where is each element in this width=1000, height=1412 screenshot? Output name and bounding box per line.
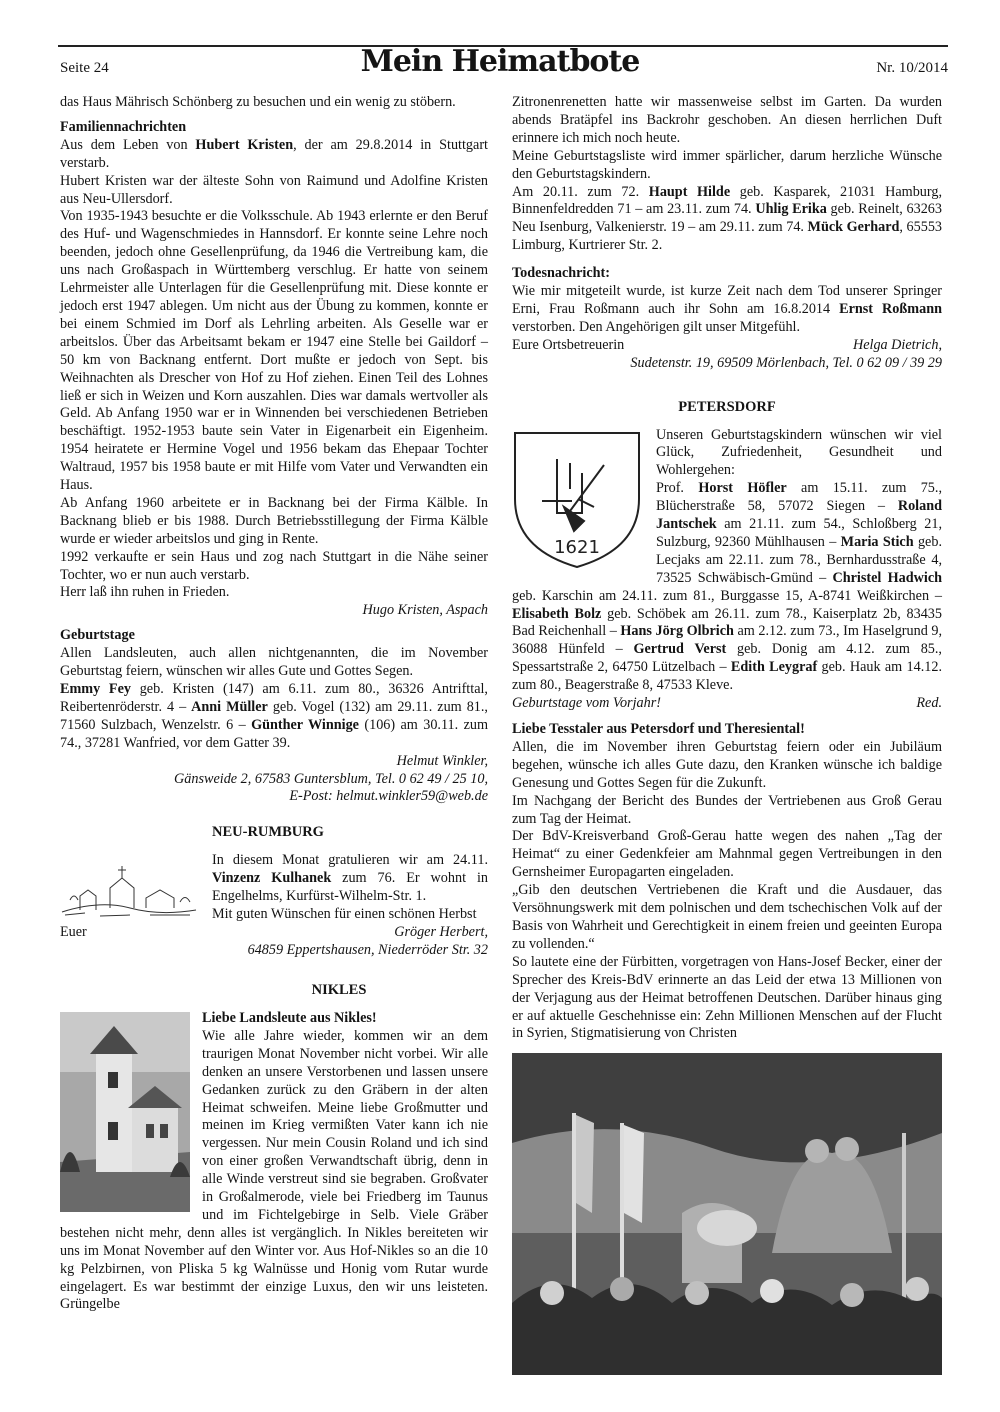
neu-rumburg-wishes: Mit guten Wünschen für einen schönen Herbst: [212, 905, 477, 922]
nikles-birthday-list: Am 20.11. zum 72. Haupt Hilde geb. Kasparek, 21031 Hamburg, Binnenfeldredden 71 – am 23.11. zum 74. Uhlig Erika geb. Reinelt, 63263 Neu Isenburg, Valkenierstr. 19 – am 29.11. zum 74. Mück Gerhard, 65553 Limburg, Kurtrierer Str. 2.: [512, 183, 942, 254]
petersdorf-crest-image: [512, 429, 642, 571]
neu-rumburg-text: In diesem Monat gratulieren wir am 24.11. Vinzenz Kulhanek zum 76. Er wohnt in Engelhelms, Kurfürst-Wilhelm-Str. 1.: [212, 852, 488, 905]
nikles-continued: Zitronenrenetten hatte wir massenweise selbst im Garten. Da wurden abends Bratäpfel ins Backrohr geschoben. An diesen herrlichen Duft erinnere ich mich noch heute.: [512, 94, 942, 146]
birthdays-address: Gänsweide 2, 67583 Guntersblum, Tel. 0 62 49 / 25 10,: [174, 770, 488, 787]
death-notice-heading: Todesnachricht:: [512, 265, 611, 282]
death-notice-signature: Helga Dietrich,: [852, 336, 942, 353]
neu-rumburg-address: 64859 Eppertshausen, Niederröder Str. 32: [247, 942, 488, 959]
page-number: Seite 24: [60, 60, 109, 76]
nikles-heading: NIKLES: [311, 982, 367, 999]
death-notice-closing: Eure Ortsbetreuerin: [512, 336, 625, 353]
petersdorf-heading: PETERSDORF: [678, 398, 776, 415]
family-news-heading: Familiennachrichten: [60, 118, 187, 135]
memorial-ceremony-photo: [512, 1053, 942, 1375]
family-news-lead: Aus dem Leben von Hubert Kristen, der am 29.8.2014 in Stuttgart verstarb.: [60, 136, 488, 171]
nikles-birthday-intro: Meine Geburtstagsliste wird immer spärlicher, darum herzliche Wünsche den Geburtstagskindern.: [512, 147, 942, 182]
family-news-paragraph: Hubert Kristen war der älteste Sohn von Raimund und Adolfine Kristen aus Neu-Ullersdorf.: [60, 172, 488, 207]
right-column: [512, 94, 942, 1375]
left-column: [60, 94, 488, 1314]
village-sketch-image: [60, 860, 198, 920]
death-notice-text: Wie mir mitgeteilt wurde, ist kurze Zeit nach dem Tod unserer Springer Erni, Frau Roßmann auch ihr Sohn am 16.8.2014 Ernst Roßmann verstorben. Den Angehörigen gilt unser Mitgefühl.: [512, 283, 942, 335]
neu-rumburg-heading: NEU-RUMBURG: [212, 824, 324, 841]
birthdays-signature: Helmut Winkler,: [396, 752, 488, 769]
petersdorf-birthday-list: Prof. Horst Höfler am 15.11. zum 75., Blücherstraße 58, 57072 Siegen – Roland Jantschek am 21.11. zum 54., Schloßberg 21, Sulzburg, 92360 Mühlhausen – Maria Stich geb. Lecjaks am 22.11. zum 78., Bernhardusstraße 4, 73525 Schwäbisch-Gmünd – Christel Hadwich geb. Karschin am 24.11. zum 81., Burggasse 15, A-8741 Weißkirchen – Elisabeth Bolz geb. Schöbek am 26.11. zum 78., Kaiserplatz 2b, 83435 Bad Reichenhall – Hans Jörg Olbrich am 2.12. zum 73., Im Haselgrund 9, 36088 Hünfeld – Gertrud Verst geb. Donig am 4.12. zum 85., Spessartstraße 2, 64750 Lützelbach – Edith Leygraf geb. Hauk am 14.12. zum 80., Beagerstraße 8, 47533 Kleve.: [512, 480, 943, 694]
crest-year: 1621: [554, 536, 600, 558]
neu-rumburg-section: [60, 824, 488, 842]
nikles-subheading: Liebe Landsleute aus Nikles!: [202, 1009, 377, 1026]
intro-text: das Haus Mährisch Schönberg zu besuchen und ein wenig zu stöbern.: [60, 94, 456, 110]
family-news-paragraph: Herr laß ihn ruhen in Frieden.: [60, 584, 230, 601]
petersdorf-signature: Red.: [916, 695, 942, 712]
family-news-signature: Hugo Kristen, Aspach: [362, 602, 488, 619]
birthdays-heading: Geburtstage: [60, 627, 135, 644]
tesstal-paragraph: „Gib den deutschen Vertriebenen die Kraft und die Ausdauer, das Versöhnungswerk mit dem polnischen und dem tschechischen Volk auf der Basis von Wahrheit und Gerechtigkeit in einem freien und geeinten Europa zu vollenden.“: [512, 882, 942, 952]
family-news-paragraph: 1992 verkaufte er sein Haus und zog nach Stuttgart in die Nähe seiner Tochter, wo er nun auch verstarb.: [60, 548, 488, 583]
tesstal-paragraph: Allen, die im November ihren Geburtstag feiern oder ein Jubiläum begehen, wünsche ich alles Gute dazu, den Kranken wünsche ich baldige Genesung und Gottes Segen für die Zukunft.: [512, 738, 942, 791]
petersdorf-intro: Unseren Geburtstagskindern wünschen wir viel Glück, Zufriedenheit, Gesundheit und Wohlergehen:: [656, 426, 942, 479]
family-news-paragraph: Von 1935-1943 besuchte er die Volksschule. Ab 1943 erlernte er den Beruf des Huf- und Wagenschmiedes in Hannsdorf. Er konnte seine Lehre noch beenden, jedoch ohne Gesellenprüfung, da 1946 die Vertreibung kam, die uns nach Großaspach in Württemberg verschlug. Er hatte von seinem Lehrmeister alle Unterlagen für die Gesellenprüfung mit. Diese konnte er jedoch erst 1947 ablegen. Um nicht aus der Übung zu kommen, konnte er bei einem Schmied im Dorf als Lehrling arbeiten. Als Geselle war er arbeitslos. Über das Arbeitsamt bekam er 1947 eine Stelle bei Gaildorf – 50 km von Backnang entfernt. Dort mußte er jedoch von Sept. bis Weihnachten als Drescher von Hof zu Hof ziehen. Einen Teil des Lohnes ließ er sich in Weizen und Korn auszahlen. Dies war damals wertvoller als Geld. Ab Anfang 1950 war er in Winnenden bei verschiedenen Betrieben beschäftigt. 1952-1953 baute sein Vater in Eigenarbeit ein Eigenheim. 1954 heiratete er Hermine Vogel und 1956 bekam das Ehepaar Tochter Waltraud, 1957 bis 1958 baute er mit Hilfe vom Vater und Verwandten ein Haus.: [60, 208, 488, 494]
neu-rumburg-greeting: Euer: [60, 924, 87, 941]
tesstal-paragraph: So lautete eine der Fürbitten, vorgetragen von Hans-Josef Becker, einer der Sprecher des Kreis-BdV erinnerte an das Leid der etwa 13 Millionen von der Verjagung aus der Heimat betroffenen Deutschen. Darüber hinaus ging er auf aktuelle Geschehnisse ein: Zehn Millionen Menschen auf der Flucht in Syrien, Stigmatisierung von Christen: [512, 953, 942, 1042]
tesstal-paragraph: Im Nachgang der Bericht des Bundes der Vertriebenen aus Groß Gerau zum Tag der Heimat.: [512, 792, 942, 827]
church-photo: [60, 1012, 190, 1212]
neu-rumburg-signature: Gröger Herbert,: [394, 924, 488, 941]
tesstal-heading: Liebe Tesstaler aus Petersdorf und Theresiental!: [512, 721, 805, 737]
petersdorf-note: Geburtstage vom Vorjahr!: [512, 695, 661, 712]
birthdays-intro: Allen Landsleuten, auch allen nichtgenannten, die im November Geburtstag feiern, wünschen wir alles Gute und Gottes Segen.: [60, 645, 488, 680]
death-notice-address: Sudetenstr. 19, 69509 Mörlenbach, Tel. 0 62 09 / 39 29: [630, 354, 942, 371]
tesstal-paragraph: Der BdV-Kreisverband Groß-Gerau hatte wegen des nahen „Tag der Heimat“ zu einer Gedenkfeier am Mahnmal gegen Vertreibungen in den Gernsheimer Europagarten eingeladen.: [512, 828, 942, 881]
family-news-paragraph: Ab Anfang 1960 arbeitete er in Backnang bei der Firma Kälble. In Backnang blieb er bis 1988. Durch Betriebsstillegung der Firma Kälble wurde er wieder arbeitslos und ging in Rente.: [60, 494, 488, 547]
issue-number: Nr. 10/2014: [876, 60, 948, 76]
masthead-title: Mein Heimatbote: [360, 44, 640, 79]
birthdays-email: E-Post: helmut.winkler59@web.de: [289, 788, 488, 805]
deceased-name: Hubert Kristen: [195, 136, 294, 153]
nikles-text: Wie alle Jahre wieder, kommen wir an dem traurigen Monat November nicht vorbei. Wir alle denken an unsere Verstorbenen und lassen unsere Gedanken zurück zu den Gräbern in der alten Heimat schweifen. Meine liebe Großmutter und meinen im Krieg vermißten Vater kann ich nie vergessen. Nur mein Cousin Roland und ich sind von einer großen Verwandtschaft übrig, denn in alle Winde verstreut sind sie begraben. Großvater in Großalmerode, viele bei Friedberg im Taunus und im Fichtelgebirge in Selb. Viele Gräber bestehen nicht mehr, denn alles ist vergänglich. In Nikles bereiteten wir uns im Monat November auf den Winter vor. Aus Hof-Nikles so an die 10 kg Pelzbirnen, von Pliska 5 kg Walnüsse und Honig vom Rutar wurde eingelagert. Es war bestimmt der einzige Luxus, den wir uns leisteten. Grüngelbe: [60, 1027, 488, 1313]
birthdays-list: Emmy Fey geb. Kristen (147) am 6.11. zum 80., 36326 Antrifttal, Reibertenröderstr. 4 – Anni Müller geb. Vogel (132) am 29.11. zum 81., 71560 Sulzbach, Wenzelstr. 6 – Günther Winnige (106) am 30.11. zum 74., 37281 Wanfried, vor dem Gatter 39.: [60, 681, 489, 751]
